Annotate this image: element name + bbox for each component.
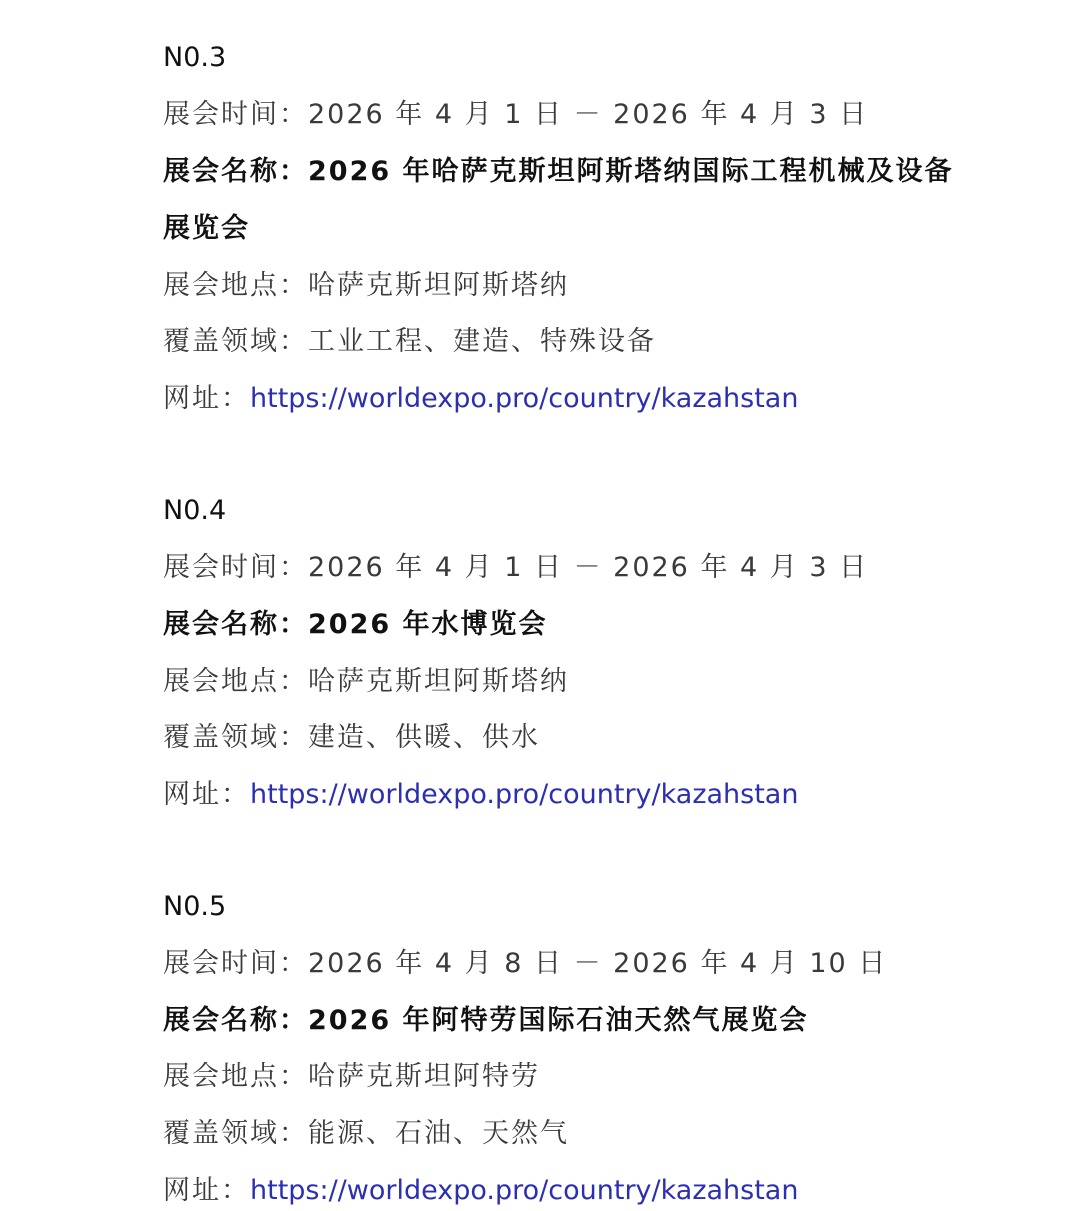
name-row-continued <box>163 209 250 249</box>
url-link[interactable]: https://worldexpo.pro/country/kazahstan <box>250 1175 799 1206</box>
field-label: 覆盖领域： <box>163 1118 308 1149</box>
time-label: 展会时间： <box>163 948 308 979</box>
time-value: 2026 年 4 月 1 日 － 2026 年 4 月 3 日 <box>308 552 869 583</box>
name-row <box>163 605 548 645</box>
time-label: 展会时间： <box>163 99 308 130</box>
place-label: 展会地点： <box>163 1061 308 1092</box>
place-label: 展会地点： <box>163 666 308 697</box>
time-row <box>163 944 887 984</box>
entry-number: N0.4 <box>163 495 227 526</box>
name-row <box>163 1001 809 1041</box>
time-value: 2026 年 4 月 8 日 － 2026 年 4 月 10 日 <box>308 948 888 979</box>
name-label: 展会名称： <box>163 156 308 187</box>
name-value: 2026 年阿特劳国际石油天然气展览会 <box>308 1005 809 1036</box>
field-value: 建造、供暖、供水 <box>308 722 540 753</box>
url-label: 网址： <box>163 779 250 810</box>
url-row <box>163 775 798 815</box>
name-label: 展会名称： <box>163 609 308 640</box>
time-row <box>163 95 868 135</box>
field-row <box>163 1114 569 1154</box>
url-link[interactable]: https://worldexpo.pro/country/kazahstan <box>250 779 799 810</box>
name-value: 2026 年水博览会 <box>308 609 548 640</box>
field-value: 工业工程、建造、特殊设备 <box>308 326 656 357</box>
name-label: 展会名称： <box>163 1005 308 1036</box>
name-value: 2026 年哈萨克斯坦阿斯塔纳国际工程机械及设备 <box>308 156 954 187</box>
url-label: 网址： <box>163 1175 250 1206</box>
field-row <box>163 322 656 362</box>
time-value: 2026 年 4 月 1 日 － 2026 年 4 月 3 日 <box>308 99 869 130</box>
place-row <box>163 1057 540 1097</box>
name-value-continued: 展览会 <box>163 213 250 244</box>
time-row <box>163 548 868 588</box>
time-label: 展会时间： <box>163 552 308 583</box>
entry-number: N0.3 <box>163 42 227 73</box>
field-row <box>163 718 540 758</box>
place-label: 展会地点： <box>163 270 308 301</box>
place-value: 哈萨克斯坦阿斯塔纳 <box>308 666 569 697</box>
name-row <box>163 152 954 192</box>
field-label: 覆盖领域： <box>163 326 308 357</box>
url-row <box>163 379 798 419</box>
place-value: 哈萨克斯坦阿特劳 <box>308 1061 540 1092</box>
url-row <box>163 1171 798 1211</box>
place-value: 哈萨克斯坦阿斯塔纳 <box>308 270 569 301</box>
place-row <box>163 266 569 306</box>
entry-number: N0.5 <box>163 891 227 922</box>
place-row <box>163 662 569 702</box>
field-label: 覆盖领域： <box>163 722 308 753</box>
field-value: 能源、石油、天然气 <box>308 1118 569 1149</box>
url-link[interactable]: https://worldexpo.pro/country/kazahstan <box>250 383 799 414</box>
url-label: 网址： <box>163 383 250 414</box>
